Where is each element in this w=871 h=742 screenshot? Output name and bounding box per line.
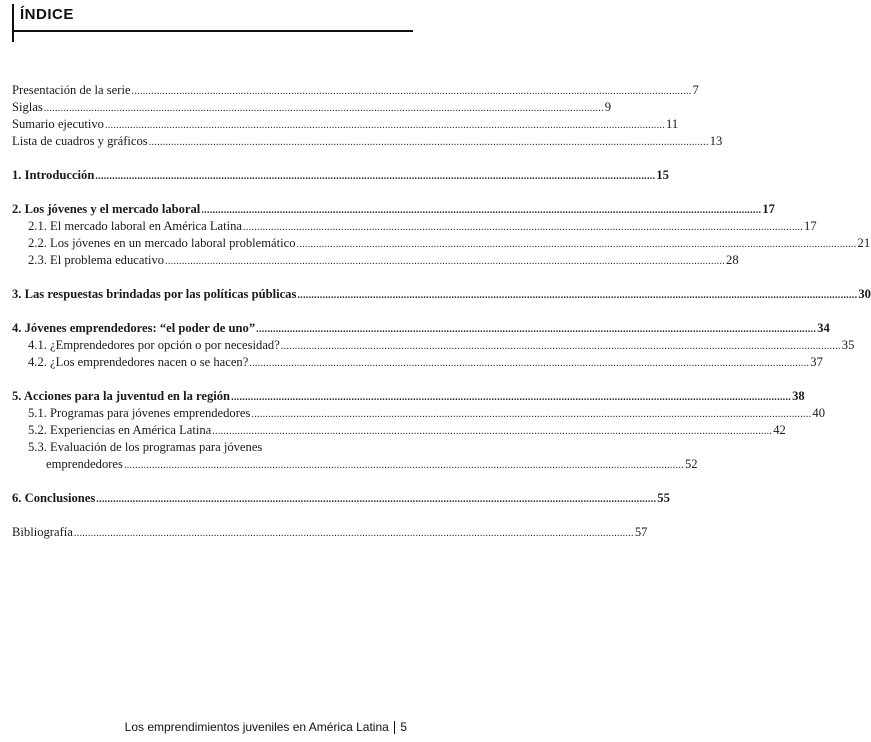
- toc-subentry: [12, 422, 786, 439]
- toc-chapter-title: 3. Las respuestas brindadas por las políticas públicas: [12, 287, 297, 301]
- toc-entry-title: Sumario ejecutivo: [12, 117, 104, 131]
- toc-subentry: [12, 235, 871, 252]
- page-number: 5: [400, 720, 407, 734]
- dot-leader: ........................................................................................................................................................................................................: [243, 222, 804, 233]
- toc-subentry-page: 17: [804, 219, 817, 233]
- dot-leader: ........................................................................................................................................................................................................: [148, 137, 709, 148]
- toc-entry: [12, 99, 612, 116]
- dot-leader: ........................................................................................................................................................................................................: [201, 205, 762, 216]
- dot-leader: ........................................................................................................................................................................................................: [104, 120, 665, 131]
- toc-chapter-title: 6. Conclusiones: [12, 491, 96, 505]
- toc-subentry-page: 42: [773, 423, 786, 437]
- toc-chapter-title: 4. Jóvenes emprendedores: “el poder de uno”: [12, 321, 256, 335]
- dot-leader: ........................................................................................................................................................................................................: [256, 324, 817, 335]
- toc-entry: [12, 133, 723, 150]
- toc-entry: [12, 82, 699, 99]
- toc-subentry-title: 5.2. Experiencias en América Latina: [28, 423, 212, 437]
- dot-leader: ........................................................................................................................................................................................................: [43, 103, 604, 114]
- toc-chapter-page: 55: [657, 491, 670, 505]
- dot-leader: ........................................................................................................................................................................................................: [165, 256, 726, 267]
- dot-leader: ........................................................................................................................................................................................................: [249, 358, 810, 369]
- toc-chapter: [12, 320, 830, 337]
- dot-leader: ........................................................................................................................................................................................................: [212, 426, 773, 437]
- toc-subentry-title: 4.2. ¿Los emprendedores nacen o se hacen?: [28, 355, 249, 369]
- toc-entry-page: 57: [634, 525, 648, 539]
- dot-leader: ........................................................................................................................................................................................................: [95, 171, 656, 182]
- toc-entry-page: 7: [692, 83, 699, 97]
- dot-leader: ........................................................................................................................................................................................................: [297, 290, 858, 301]
- toc-subentry-title-line2: emprendedores: [46, 457, 123, 471]
- toc-chapter: [12, 167, 669, 184]
- toc-entry-title: Siglas: [12, 100, 43, 114]
- toc-subentry-page: 35: [841, 338, 855, 352]
- toc-subentry: [12, 252, 739, 269]
- toc-subentry-title-line1: 5.3. Evaluación de los programas para jóvenes: [28, 440, 263, 454]
- toc-chapter-title: 5. Acciones para la juventud en la región: [12, 389, 231, 403]
- toc-subentry-page: 37: [810, 355, 823, 369]
- dot-leader: ........................................................................................................................................................................................................: [280, 341, 841, 352]
- toc-subentry-page: 40: [812, 406, 826, 420]
- toc-entry-page: 9: [604, 100, 612, 114]
- toc-subentry: [12, 456, 698, 473]
- dot-leader: ........................................................................................................................................................................................................: [131, 86, 692, 97]
- toc-subentry-title: 2.3. El problema educativo: [28, 253, 165, 267]
- toc-chapter-page: 15: [656, 168, 669, 182]
- dot-leader: ........................................................................................................................................................................................................: [231, 392, 792, 403]
- toc-subentry-title: 5.1. Programas para jóvenes emprendedores: [28, 406, 251, 420]
- toc-subentry-page: 52: [684, 457, 698, 471]
- dot-leader: ........................................................................................................................................................................................................: [73, 528, 634, 539]
- toc-subentry: [12, 405, 826, 422]
- toc-chapter-page: 30: [858, 287, 871, 301]
- toc-entry: [12, 524, 648, 541]
- toc-subentry-title: 4.1. ¿Emprendedores por opción o por necesidad?: [28, 338, 280, 352]
- toc-chapter: [12, 388, 805, 405]
- toc-subentry-page: 21: [857, 236, 871, 250]
- toc-subentry: [12, 354, 823, 371]
- dot-leader: ........................................................................................................................................................................................................: [251, 409, 812, 420]
- toc-subentry-page: 28: [726, 253, 739, 267]
- toc-subentry-title: 2.1. El mercado laboral en América Latina: [28, 219, 243, 233]
- toc-subentry: [12, 337, 855, 354]
- toc-entry-title: Bibliografía: [12, 525, 73, 539]
- header-horizontal-rule: [12, 30, 413, 32]
- toc-entry-title: Presentación de la serie: [12, 83, 131, 97]
- page-title: ÍNDICE: [20, 6, 74, 23]
- toc-chapter: [12, 490, 670, 507]
- toc-chapter: [12, 201, 775, 218]
- toc-entry-page: 13: [709, 134, 723, 148]
- toc-subentry: [12, 218, 817, 235]
- toc-subentry-title: 2.2. Los jóvenes en un mercado laboral problemático: [28, 236, 296, 250]
- dot-leader: ........................................................................................................................................................................................................: [123, 460, 684, 471]
- header-vertical-rule: [12, 4, 14, 42]
- toc-entry-page: 11: [665, 117, 679, 131]
- toc-entry-title: Lista de cuadros y gráficos: [12, 134, 148, 148]
- toc-chapter-title: 1. Introducción: [12, 168, 95, 182]
- table-of-contents: [12, 82, 871, 541]
- running-footer: [125, 720, 407, 734]
- toc-chapter-page: 17: [762, 202, 775, 216]
- toc-chapter-page: 38: [792, 389, 805, 403]
- footer-separator: [394, 721, 396, 734]
- footer-title: Los emprendimientos juveniles en América Latina: [124, 720, 389, 734]
- toc-entry: [12, 116, 679, 133]
- toc-chapter: [12, 286, 871, 303]
- toc-chapter-title: 2. Los jóvenes y el mercado laboral: [12, 202, 201, 216]
- dot-leader: ........................................................................................................................................................................................................: [296, 239, 857, 250]
- toc-chapter-page: 34: [817, 321, 830, 335]
- dot-leader: ........................................................................................................................................................................................................: [96, 494, 657, 505]
